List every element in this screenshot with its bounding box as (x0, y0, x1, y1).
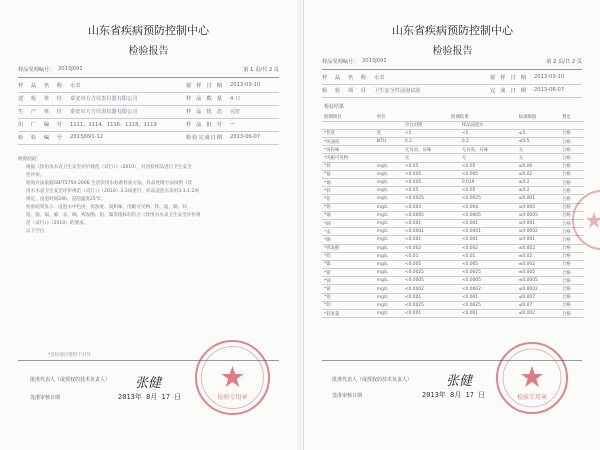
conclusion-line: 根据《饮用水水表卫生安全评价规范（试行）》（2010），对送检样品进行卫生安全 (26, 165, 192, 170)
cell-item: *汞 (322, 228, 375, 236)
cell-item: *耗氧量 (322, 310, 375, 318)
cell-item: *钼 (322, 293, 375, 301)
cell-limit: ≤0.002 (517, 310, 560, 318)
field-value: 2013-03-10 (230, 82, 261, 88)
cell-result: 合格 (560, 228, 584, 236)
doc-title: 检验报告 (432, 46, 473, 57)
cell-unit: mg/L (375, 301, 403, 309)
field-label: 检验项目 (322, 88, 366, 94)
table-row (322, 138, 584, 146)
field-value: 2013J091-12 (70, 134, 104, 140)
cell-sample: <0.0005 (460, 277, 517, 285)
cell-limit: ≤5 (517, 129, 560, 137)
table-row (322, 162, 584, 170)
cell-item: *砷 (322, 219, 375, 227)
cell-result: 合格 (560, 252, 584, 260)
info-row (322, 87, 582, 100)
footnote: *自检项目资料不对外 (48, 353, 91, 358)
cell-unit: mg/L (375, 219, 403, 227)
sample-number: 2013J091 (362, 58, 387, 64)
cell-unit (375, 154, 403, 162)
table-row (322, 301, 584, 309)
cell-limit: ≤0.001 (517, 236, 560, 244)
divider (322, 69, 582, 70)
table-row (322, 154, 584, 162)
cell-unit: NTU (375, 138, 403, 146)
cell-item: *浑浊度 (322, 138, 375, 146)
official-stamp (195, 340, 270, 415)
cell-item: *锌 (322, 187, 375, 195)
cell-limit: ≤0.002 (517, 260, 560, 268)
cell-item: *铝 (322, 252, 375, 260)
field-label: 样品状态 (186, 109, 222, 115)
cell-blank: 无异臭、异味 (403, 146, 460, 154)
cell-sample: <0.005 (460, 170, 517, 178)
table-row (322, 146, 584, 154)
cell-limit: ≤0.002 (517, 244, 560, 252)
cell-result: 合格 (560, 195, 584, 203)
field-value: 2013-06-07 (534, 87, 565, 93)
cell-limit: ≤0.02 (517, 170, 560, 178)
cell-limit: 无 (517, 146, 560, 154)
cell-limit: ≤0.07 (517, 301, 560, 309)
table-row (322, 244, 584, 252)
stamp-star-icon (197, 342, 268, 413)
header-result: 检测结果 (403, 113, 517, 121)
cell-result: 合格 (560, 277, 584, 285)
cell-unit (375, 146, 403, 154)
cell-sample: <0.0005 (460, 211, 517, 219)
cell-blank: 无 (403, 154, 460, 162)
cell-limit: ≤0.0005 (517, 277, 560, 285)
cell-limit: ≤0.005 (517, 269, 560, 277)
cell-sample: <0.001 (460, 236, 517, 244)
header-judgement: 判定 (560, 113, 584, 121)
cell-result: 合格 (560, 269, 584, 277)
report-page-1 (0, 0, 297, 450)
info-row (18, 82, 279, 95)
header-limit: 标准限值 (517, 113, 560, 121)
field-label: 接样日期 (490, 75, 526, 81)
cell-blank: <0.005 (403, 179, 460, 187)
cell-sample: <0.0001 (460, 228, 517, 236)
cell-item: *铅 (322, 195, 375, 203)
table-row (322, 195, 584, 203)
cell-blank: <0.002 (403, 244, 460, 252)
cell-unit: mg/L (375, 187, 403, 195)
table-row (322, 260, 584, 268)
sample-number-label: 样品受理编号： (18, 67, 55, 73)
field-label: 出厂编号 (18, 122, 62, 128)
cell-blank: <0.001 (403, 219, 460, 227)
table-row (322, 187, 584, 195)
cell-result: 合格 (560, 293, 584, 301)
conclusion-line: 检验结果显示：浸泡水中色度、浑浊度、臭和味、肉眼可见物、铁、锰、铜、锌、 (26, 205, 192, 210)
cell-unit: mg/L (375, 203, 403, 211)
cell-blank: <0.001 (403, 310, 460, 318)
stamp-text: 检验专用章 (217, 394, 248, 401)
cell-result: 合格 (560, 244, 584, 252)
field-value: — (230, 121, 236, 127)
cell-sample: <0.01 (460, 252, 517, 260)
cell-result: 合格 (560, 162, 584, 170)
cell-sample: <0.0025 (460, 301, 517, 309)
table-subheader-row (322, 121, 584, 129)
cell-limit: ≤0.0005 (517, 211, 560, 219)
cell-sample: 0.019 (460, 179, 517, 187)
cell-sample: <0.0025 (460, 195, 517, 203)
cell-item: *挥发酚 (322, 244, 375, 252)
cell-sample: 无异臭、异味 (460, 146, 517, 154)
cell-unit: mg/L (375, 179, 403, 187)
cell-limit: ≤0.02 (517, 252, 560, 260)
cell-sample: <0.0025 (460, 269, 517, 277)
approver-signature: 张健 (446, 374, 473, 389)
cell-sample: <0.004 (460, 203, 517, 211)
conclusion-line: 铅、铬、镉、砷、汞、硒、挥发酚、铝、镍等指标均符合《饮用水水表卫生安全评价规 (26, 213, 201, 218)
divider (18, 144, 279, 145)
field-label: 生产单位 (18, 109, 62, 115)
org-title: 山东省疾病预防控制中心 (392, 24, 513, 37)
cell-limit: ≤0.0002 (517, 228, 560, 236)
cell-result: 合格 (560, 203, 584, 211)
cell-item: *铁 (322, 162, 375, 170)
cell-item: *锑 (322, 277, 375, 285)
cell-limit: ≤0.2 (517, 187, 560, 195)
divider (322, 84, 582, 85)
report-page-2 (303, 0, 600, 450)
field-label: 完成日期 (490, 88, 526, 94)
cell-sample: <0.001 (460, 219, 517, 227)
cell-result: 合格 (560, 301, 584, 309)
conclusion-block (18, 156, 279, 236)
cell-sample: <0.05 (460, 187, 517, 195)
cell-result: 合格 (560, 129, 584, 137)
cell-unit: mg/L (375, 162, 403, 170)
cell-result: 合格 (560, 211, 584, 219)
info-row (18, 134, 279, 147)
cell-item: *铍 (322, 285, 375, 293)
divider (18, 92, 279, 93)
cell-result: 合格 (560, 310, 584, 318)
results-table (322, 113, 584, 318)
field-label: 样品批号 (186, 122, 222, 128)
cell-blank: <0.004 (403, 203, 460, 211)
cell-item: *肉眼可见物 (322, 154, 375, 162)
cell-blank: <0.0005 (403, 211, 460, 219)
subheader-blank: 空白对照 (403, 121, 460, 129)
cell-result: 合格 (560, 236, 584, 244)
cell-limit: ≤0.001 (517, 195, 560, 203)
field-label: 送检单位 (18, 96, 62, 102)
cell-result: 合格 (560, 187, 584, 195)
cell-blank: <0.05 (403, 162, 460, 170)
field-value: 泰安市方力仪表仪器有限公司 (70, 96, 138, 102)
cell-limit: ≤0.005 (517, 203, 560, 211)
field-label: 样品数量 (186, 96, 222, 102)
cell-item: *铜 (322, 179, 375, 187)
cell-blank: <0.005 (403, 170, 460, 178)
cell-item: *色度 (322, 129, 375, 137)
divider (18, 118, 279, 119)
divider (18, 77, 279, 78)
conclusion-line: 范（试行）》（2010）的要求。 (26, 221, 89, 226)
cell-limit: ≤0.5 (517, 138, 560, 146)
field-value: 1111、1114、1116、1118、1119 (70, 122, 157, 128)
stamp-star-icon (498, 344, 566, 412)
cell-item: *银 (322, 269, 375, 277)
cell-result: 合格 (560, 146, 584, 154)
field-value: 卫生安全性浸泡试验 (374, 88, 421, 94)
cell-sample: 0.2 (460, 138, 517, 146)
field-value: 完好 (230, 109, 241, 115)
table-row (322, 228, 584, 236)
header-item: 检测项目 (322, 113, 375, 121)
page-indicator: 第 1 页/共 2 页 (243, 67, 279, 73)
official-stamp (496, 342, 568, 414)
cell-blank: <0.0002 (403, 285, 460, 293)
cell-result: 合格 (560, 154, 584, 162)
field-label: 样品名称 (322, 75, 366, 81)
cell-result: 合格 (560, 219, 584, 227)
conclusion-line: 以下空白 (26, 229, 45, 234)
cell-unit: mg/L (375, 211, 403, 219)
table-row (322, 219, 584, 227)
cell-unit: 度 (375, 129, 403, 137)
cell-unit: mg/L (375, 269, 403, 277)
cell-result: 合格 (560, 179, 584, 187)
field-value: 泰安市方力仪表仪器有限公司 (70, 109, 138, 115)
info-row (322, 74, 582, 87)
cell-limit: ≤0.06 (517, 162, 560, 170)
table-row (322, 293, 584, 301)
field-value: 水表 (70, 83, 81, 89)
cell-result: 合格 (560, 260, 584, 268)
table-row (322, 236, 584, 244)
cell-item: *钡 (322, 301, 375, 309)
field-label: 检验完成日期 (186, 135, 222, 141)
field-label: 样品名称 (18, 83, 62, 89)
info-row (18, 121, 279, 134)
table-row (322, 310, 584, 318)
table-row (322, 277, 584, 285)
approval-date-label: 签准审核日期 (332, 393, 363, 399)
divider (18, 131, 279, 132)
cell-blank: <0.0025 (403, 301, 460, 309)
cell-result: 合格 (560, 170, 584, 178)
page-indicator: 第 2 页/共 2 页 (546, 59, 582, 65)
doc-title: 检验报告 (128, 46, 169, 57)
cell-sample: <5 (460, 129, 517, 137)
field-value: 2013-03-10 (534, 74, 565, 80)
table-row (322, 252, 584, 260)
cell-blank: <0.0025 (403, 195, 460, 203)
org-title: 山东省疾病预防控制中心 (88, 24, 209, 37)
cell-blank: 0.2 (403, 138, 460, 146)
seam-stamp (572, 190, 600, 250)
cell-blank: <0.0001 (403, 228, 460, 236)
cell-blank: <0.0005 (403, 277, 460, 285)
results-body (322, 129, 584, 317)
cell-unit: mg/L (375, 195, 403, 203)
cell-unit: mg/L (375, 293, 403, 301)
cell-blank: <5 (403, 129, 460, 137)
stamp-text: 检验专用章 (516, 394, 547, 401)
cell-unit: mg/L (375, 285, 403, 293)
cell-blank: <0.005 (403, 260, 460, 268)
approver-label: 批准代表人（或授权的技术负责人） (30, 377, 111, 383)
cell-limit: ≤0.2 (517, 179, 560, 187)
cell-sample: <0.0002 (460, 285, 517, 293)
table-row (322, 285, 584, 293)
conclusion-line: 规定，浸泡时间24h，浸泡温度25℃。 (26, 197, 106, 202)
field-label: 检验编号 (18, 135, 62, 141)
cell-blank: <0.001 (403, 236, 460, 244)
sample-number: 2013J091 (58, 66, 83, 72)
table-title: 检验结果 (324, 104, 345, 110)
field-value: 水表 (374, 75, 385, 81)
table-row (322, 179, 584, 187)
approval-date-label: 签准审核日期 (30, 395, 61, 401)
info-row (18, 108, 279, 121)
cell-limit: ≤0.0002 (517, 285, 560, 293)
cell-unit: mg/L (375, 236, 403, 244)
approver-signature: 张健 (135, 376, 162, 391)
conclusion-title: 检验结论： (18, 157, 41, 162)
sample-number-label: 样品受理编号： (322, 59, 359, 65)
cell-item: *臭和味 (322, 146, 375, 154)
field-value: 4 只 (230, 96, 241, 102)
cell-blank: <0.0025 (403, 269, 460, 277)
cell-sample: 无 (460, 154, 517, 162)
table-row (322, 203, 584, 211)
cell-sample: <0.001 (460, 310, 517, 318)
field-value: 2013-06-07 (230, 134, 261, 140)
subheader-sample: 样品浸泡水 (460, 121, 517, 129)
cell-unit: mg/L (375, 260, 403, 268)
cell-item: *硒 (322, 236, 375, 244)
cell-result: 合格 (560, 138, 584, 146)
cell-limit: ≤0.007 (517, 293, 560, 301)
table-row (322, 269, 584, 277)
cell-item: *镍 (322, 260, 375, 268)
approver-label: 批准代表人（或授权的技术负责人） (332, 377, 413, 383)
conclusion-text (18, 164, 279, 236)
cell-unit: mg/L (375, 170, 403, 178)
info-row (18, 95, 279, 108)
conclusion-line: 性评价。 (26, 173, 45, 178)
cell-limit: ≤0.001 (517, 219, 560, 227)
cell-unit: mg/L (375, 244, 403, 252)
divider (18, 105, 279, 106)
cell-unit: mg/L (375, 310, 403, 318)
cell-unit: mg/L (375, 277, 403, 285)
approval-date: 2013年 8月 17 日 (422, 391, 486, 399)
cell-item: *铬 (322, 203, 375, 211)
cell-limit: 无 (517, 154, 560, 162)
cell-blank: <0.001 (403, 293, 460, 301)
cell-sample: <0.001 (460, 293, 517, 301)
table-row (322, 129, 584, 137)
table-row (322, 211, 584, 219)
table-header-row (322, 113, 584, 121)
cell-sample: <0.002 (460, 244, 517, 252)
conclusion-line: 检验方法依据GB/T5750-2006 生活饮用水标准检验方法，样品处理方法按照《饮 (26, 181, 193, 186)
conclusion-line: 用水水表卫生安全评价规范（试行）》（2010）3.3项进行，样品浸泡水采用3.3.1.2项 (26, 189, 199, 194)
header-unit: 单位 (375, 113, 403, 121)
cell-item: *锰 (322, 170, 375, 178)
cell-sample: <0.05 (460, 162, 517, 170)
cell-blank: <0.01 (403, 252, 460, 260)
cell-unit: mg/L (375, 252, 403, 260)
cell-sample: <0.005 (460, 260, 517, 268)
cell-blank: <0.05 (403, 187, 460, 195)
approval-date: 2013年 8月 17 日 (118, 393, 182, 401)
table-row (322, 170, 584, 178)
cell-unit: mg/L (375, 228, 403, 236)
cell-item: *镉 (322, 211, 375, 219)
seam-stamp-star-icon (574, 192, 600, 248)
cell-result: 合格 (560, 285, 584, 293)
field-label: 接样日期 (186, 83, 222, 89)
divider (322, 97, 582, 98)
